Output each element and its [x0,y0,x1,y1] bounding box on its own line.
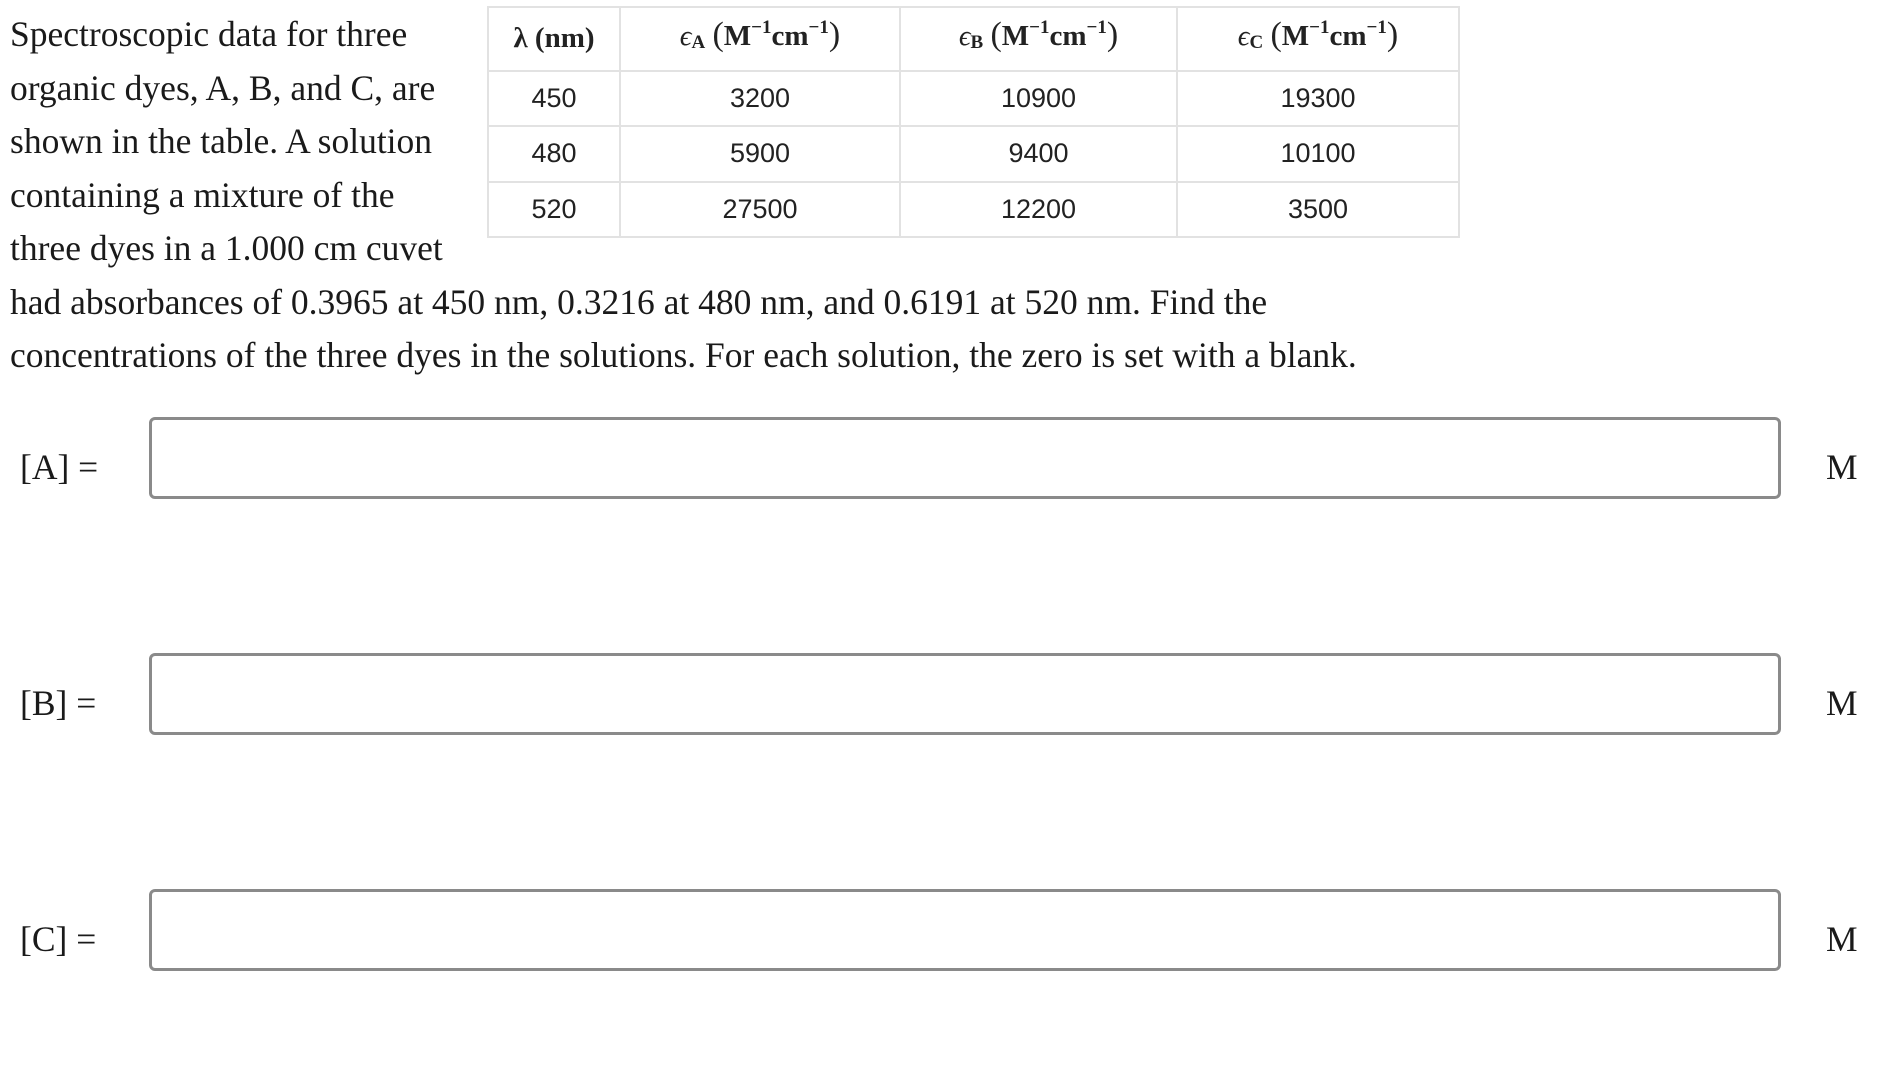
answer-label-a: [A] = [20,447,99,487]
answer-row-c [0,889,1880,979]
answer-unit-a: M [1826,447,1858,487]
cell-wavelength: 450 [488,71,620,127]
concentration-b-input[interactable] [149,653,1781,735]
cell-eps-b: 12200 [900,182,1177,238]
answer-row-b [0,653,1880,743]
cell-eps-a: 27500 [620,182,900,238]
answer-label-c: [C] = [20,919,97,959]
concentration-c-input[interactable] [149,889,1781,971]
table-header-row [488,7,1459,71]
table-row [488,126,1459,182]
question-text: Spectroscopic data for three organic dyes, A, B, and C, are shown in the table. A solution containing a mixture of the three dyes in a 1.000 cm cuvet had absorbances of 0.3965 at 450 nm, 0.3216 at 480 nm, and 0.6191 at 520 nm. Find the concentrations of the three dyes in the solutions. For each solution, the zero is set with a blank. [10,14,1357,375]
table-row [488,71,1459,127]
cell-eps-a: 5900 [620,126,900,182]
cell-eps-c: 19300 [1177,71,1459,127]
answer-unit-c: M [1826,919,1858,959]
header-eps-b: $\epsilon_B$ $(M^{-1}cm^{-1})$ [900,7,1177,71]
header-eps-a: $\epsilon_A$ $(M^{-1}cm^{-1})$ [620,7,900,71]
header-eps-c: $\epsilon_C$ $(M^{-1}cm^{-1})$ [1177,7,1459,71]
absorptivity-table [487,6,1460,238]
answer-unit-b: M [1826,683,1858,723]
header-wavelength: λ (nm) [488,7,620,71]
answer-label-b: [B] = [20,683,97,723]
cell-eps-b: 10900 [900,71,1177,127]
cell-eps-a: 3200 [620,71,900,127]
cell-eps-c: 10100 [1177,126,1459,182]
answer-row-a [0,417,1880,507]
concentration-a-input[interactable] [149,417,1781,499]
cell-eps-b: 9400 [900,126,1177,182]
question-block [10,8,1460,383]
table-row [488,182,1459,238]
cell-eps-c: 3500 [1177,182,1459,238]
cell-wavelength: 520 [488,182,620,238]
cell-wavelength: 480 [488,126,620,182]
